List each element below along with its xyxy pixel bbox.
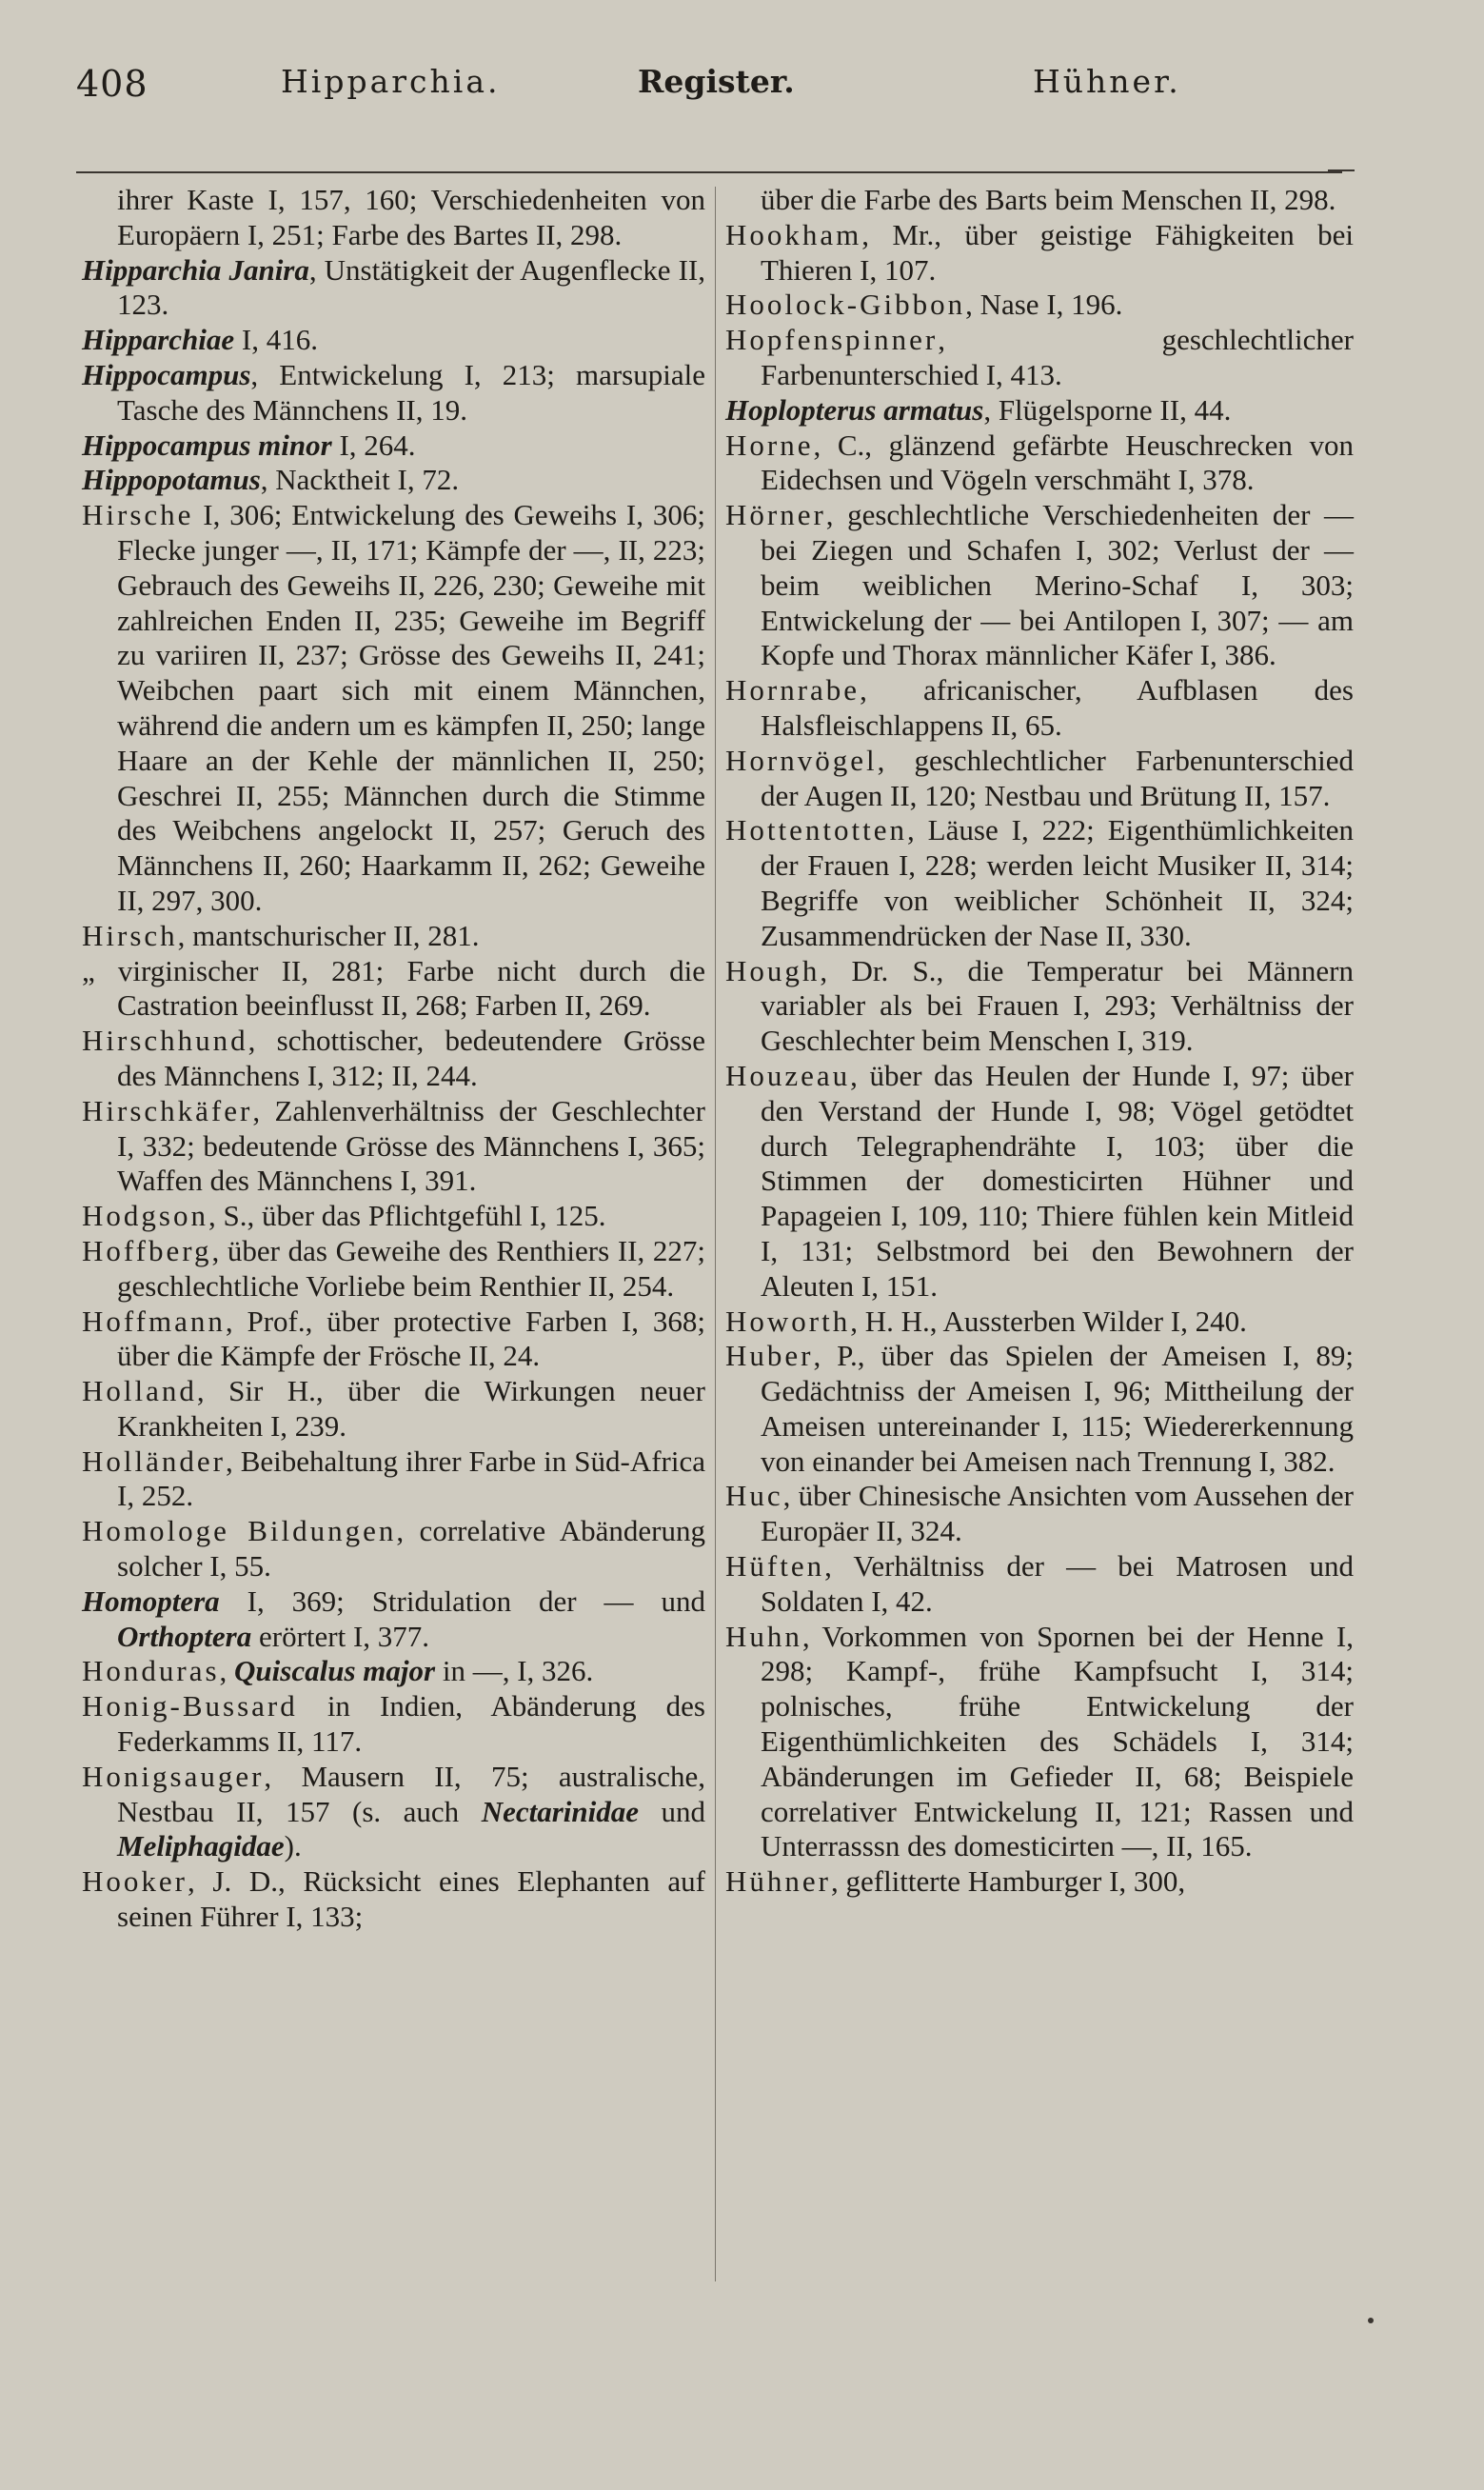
index-entry (82, 919, 705, 954)
entry-text: , geschlechtliche Verschiedenheiten der — bei Ziegen und Schafen I, 302; Verlust der — beim weiblichen Merino-Schaf I, 303; Entwickelung der — bei Antilopen I, 307; — am Kopfe und Thorax männlicher Käfer I, 386. (761, 498, 1354, 672)
entry-headword: Howorth (725, 1304, 851, 1338)
index-entry (725, 1479, 1354, 1549)
entry-text: , geschlechtlicher Farbenunterschied I, 413. (761, 323, 1354, 391)
entry-text: , H. H., Aussterben Wilder I, 240. (850, 1304, 1247, 1338)
entry-text: I, 264. (331, 428, 416, 462)
index-entry (82, 1584, 705, 1655)
entry-text: , P., über das Spielen der Ameisen I, 89; Gedächtniss der Ameisen I, 96; Mittheilung der Ameisen untereinander I, 115; Wiedererkennung von einander bei Ameisen nach Trennung I, 382. (761, 1339, 1354, 1478)
header-first-entry: Hipparchia. (281, 63, 501, 100)
page-number: 408 (76, 63, 148, 105)
index-entry (82, 323, 705, 358)
entry-term-italic: Hipparchiae (82, 323, 235, 357)
entry-term-italic: Meliphagidae (117, 1829, 285, 1863)
entry-headword: Huc (725, 1479, 783, 1513)
left-column (82, 183, 705, 1935)
index-entry (82, 1689, 705, 1760)
entry-text: , Unstätigkeit der Augenflecke II, 123. (117, 252, 705, 322)
entry-headword: Honigsauger (82, 1759, 265, 1793)
entry-text: , Läuse I, 222; Eigenthümlichkeiten der Frauen I, 228; werden leicht Musiker II, 314; Begriffe von weiblicher Schönheit II, 324; Zusammendrücken der Nase II, 330. (761, 813, 1354, 952)
index-entry (82, 1760, 705, 1864)
column-divider (715, 187, 716, 2281)
index-entry (82, 463, 705, 498)
entry-headword: Hörner (725, 498, 826, 532)
entry-text: ). (284, 1829, 302, 1863)
entry-headword: Houzeau (725, 1058, 851, 1092)
entry-text: erörtert I, 377. (251, 1619, 430, 1653)
entry-text: , Prof., über protective Farben I, 368; über die Kämpfe der Frösche II, 24. (117, 1304, 705, 1373)
index-entry (82, 1094, 705, 1199)
entry-text: I, 306; Entwickelung des Geweihs I, 306; Flecke junger —, II, 171; Kämpfe der —, II, 223; Gebrauch des Geweihs II, 226, 230; Geweihe mit zahlreichen Enden II, 235; Geweihe im Begriff zu variiren II, 237; Grösse des Geweihs II, 241; Weibchen paart sich mit einem Männchen, während die andern um es kämpfen II, 250; lange Haare an der Kehle der männlichen II, 250; Geschrei II, 255; Männchen durch die Stimme des Weibchens angelockt II, 257; Geruch des Männchens II, 260; Haarkamm II, 262; Geweihe II, 297, 300. (117, 498, 705, 917)
entry-text: , geschlechtlicher Farbenunterschied der Augen II, 120; Nestbau und Brütung II, 157. (761, 743, 1354, 812)
entry-term-italic: Orthoptera (117, 1619, 252, 1653)
entry-term-italic: Hippocampus (82, 357, 251, 391)
index-entry (725, 428, 1354, 499)
entry-text: , Zahlenverhältniss der Geschlechter I, 332; bedeutende Grösse des Männchens I, 365; Waffen des Männchens I, 391. (117, 1093, 705, 1198)
entry-headword: Hough (725, 953, 821, 987)
entry-headword: Hoffberg (82, 1233, 212, 1267)
header-rule-stub (1328, 169, 1355, 171)
entry-headword: Hirschhund (82, 1024, 248, 1058)
entry-headword: Hirsch (82, 918, 178, 952)
entry-term-italic: Hipparchia Janira (82, 252, 309, 287)
entry-text: , Entwickelung I, 213; marsupiale Tasche des Männchens II, 19. (117, 357, 705, 427)
entry-term-italic: Homoptera (82, 1584, 220, 1618)
index-entry (82, 1305, 705, 1375)
print-speck (1368, 2318, 1374, 2323)
entry-text: , Sir H., über die Wirkungen neuer Krankheiten I, 239. (117, 1374, 705, 1443)
entry-headword: Homologe Bildungen (82, 1514, 397, 1548)
entry-headword: Hopfenspinner (725, 323, 939, 357)
entry-headword: Hottentotten (725, 813, 907, 847)
entry-headword: Holländer (82, 1444, 226, 1478)
entry-headword: Honig-Bussard (82, 1689, 298, 1723)
entry-headword: Hornvögel (725, 743, 878, 777)
entry-term-italic: Hoplopterus armatus (725, 392, 984, 427)
index-entry (725, 1339, 1354, 1479)
index-entry (725, 288, 1354, 323)
index-entry (725, 183, 1354, 218)
entry-term-italic: Hippocampus minor (82, 428, 332, 462)
index-entry (82, 1514, 705, 1584)
index-entry (82, 183, 705, 253)
header-section-title: Register. (638, 63, 795, 100)
entry-headword: Hoffmann (82, 1304, 226, 1338)
header-rule (76, 171, 1342, 173)
entry-headword: Hornrabe (725, 673, 861, 707)
entry-text: , (219, 1654, 235, 1688)
index-entry (725, 813, 1354, 953)
entry-headword: Hoolock-Gibbon (725, 288, 966, 322)
index-entry (725, 1305, 1354, 1340)
index-entry (725, 393, 1354, 428)
entry-headword: Hookham (725, 217, 862, 251)
entry-text: , geflitterte Hamburger I, 300, (830, 1864, 1186, 1899)
entry-text: , Mr., über geistige Fähigkeiten bei Thieren I, 107. (761, 217, 1354, 287)
entry-text: in —, I, 326. (435, 1654, 594, 1688)
entry-text: , Vorkommen von Spornen bei der Henne I, 298; Kampf-, frühe Kampfsucht I, 314; polnisches, frühe Entwickelung der Eigenthümlichkeiten des Schädels I, 314; Abänderungen im Gefieder II, 68; Beispiele correlativer Entwickelung II, 121; Rassen und Unterrasssn des domesticirten —, II, 165. (761, 1619, 1354, 1863)
index-entry (725, 323, 1354, 393)
entry-headword: Hooker (82, 1864, 188, 1899)
index-entry (82, 1199, 705, 1234)
index-entry (725, 1549, 1354, 1620)
entry-text: in Indien, Abänderung des Federkamms II, 117. (117, 1689, 705, 1759)
index-entry (725, 218, 1354, 289)
index-entry (82, 1234, 705, 1305)
entry-text: , Mausern II, 75; australische, Nestbau II, 157 (s. auch (117, 1759, 705, 1828)
entry-headword: Huhn (725, 1619, 802, 1653)
index-entry (725, 954, 1354, 1059)
entry-headword: Hüften (725, 1549, 825, 1584)
entry-text: „ virginischer II, 281; Farbe nicht durch die Castration beeinflusst II, 268; Farben II, 269. (82, 953, 705, 1023)
index-entry (725, 1620, 1354, 1865)
entry-text: , Verhältniss der — bei Matrosen und Soldaten I, 42. (761, 1549, 1354, 1618)
index-entry (82, 253, 705, 324)
entry-headword: Huber (725, 1339, 814, 1373)
entry-text: , Nacktheit I, 72. (260, 463, 460, 497)
index-entry (82, 1444, 705, 1515)
entry-text: I, 416. (234, 323, 318, 357)
entry-headword: Horne (725, 428, 814, 462)
entry-headword: Hirschkäfer (82, 1093, 253, 1127)
index-entry (82, 1654, 705, 1689)
index-entry (725, 673, 1354, 744)
entry-text: , Dr. S., die Temperatur bei Männern variabler als bei Frauen I, 293; Verhältniss der Geschlechter beim Menschen I, 319. (761, 953, 1354, 1058)
entry-headword: Hodgson (82, 1199, 208, 1233)
entry-term-italic: Hippopotamus (82, 463, 261, 497)
entry-text: , africanischer, Aufblasen des Halsfleischlappens II, 65. (761, 673, 1354, 742)
entry-headword: Honduras (82, 1654, 220, 1688)
index-entry (82, 498, 705, 919)
index-entry (82, 428, 705, 464)
entry-text: , J. D., Rücksicht eines Elephanten auf seinen Führer I, 133; (117, 1864, 705, 1934)
entry-term-italic: Nectarinidae (481, 1794, 639, 1828)
running-header (76, 63, 1333, 120)
entry-text: und (639, 1794, 706, 1828)
entry-headword: Hühner (725, 1864, 831, 1899)
entry-text: , C., glänzend gefärbte Heuschrecken von Eidechsen und Vögeln verschmäht I, 378. (761, 428, 1354, 497)
entry-text: , schottischer, bedeutendere Grösse des Männchens I, 312; II, 244. (117, 1024, 705, 1092)
entry-text: ihrer Kaste I, 157, 160; Verschiedenheiten von Europäern I, 251; Farbe des Bartes II, 298. (117, 183, 705, 251)
entry-text: , Beibehaltung ihrer Farbe in Süd-Africa I, 252. (117, 1444, 705, 1513)
right-column (725, 183, 1354, 1900)
entry-term-italic: Quiscalus major (234, 1654, 436, 1688)
index-entry (725, 498, 1354, 673)
index-entry (82, 954, 705, 1025)
entry-text: , über Chinesische Ansichten vom Aussehen der Europäer II, 324. (761, 1479, 1354, 1548)
index-entry (725, 1059, 1354, 1305)
entry-text: über die Farbe des Barts beim Menschen II, 298. (761, 183, 1336, 216)
entry-text: , über das Geweihe des Renthiers II, 227; geschlechtliche Vorliebe beim Renthier II, 254. (117, 1233, 705, 1303)
entry-text: , mantschurischer II, 281. (177, 918, 480, 952)
entry-headword: Hirsche (82, 498, 194, 532)
entry-text: I, 369; Stridulation der — und (219, 1584, 705, 1618)
entry-text: , über das Heulen der Hunde I, 97; über den Verstand der Hunde I, 98; Vögel getödtet durch Telegraphendrähte I, 103; über die Stimmen der domesticirten Hühner und Papageien I, 109, 110; Thiere fühlen kein Mitleid I, 131; Selbstmord bei den Bewohnern der Aleuten I, 151. (761, 1058, 1354, 1303)
index-entry (725, 744, 1354, 814)
index-entry (82, 1374, 705, 1444)
entry-text: , Flügelsporne II, 44. (983, 392, 1232, 427)
entry-text: , correlative Abänderung solcher I, 55. (117, 1514, 705, 1584)
index-entry (725, 1864, 1354, 1900)
entry-text: , S., über das Pflichtgefühl I, 125. (208, 1199, 606, 1233)
index-entry (82, 1864, 705, 1935)
index-entry (82, 1024, 705, 1094)
header-last-entry: Hühner. (1033, 63, 1181, 100)
entry-headword: Holland (82, 1374, 197, 1408)
entry-text: , Nase I, 196. (965, 288, 1123, 322)
index-entry (82, 358, 705, 428)
